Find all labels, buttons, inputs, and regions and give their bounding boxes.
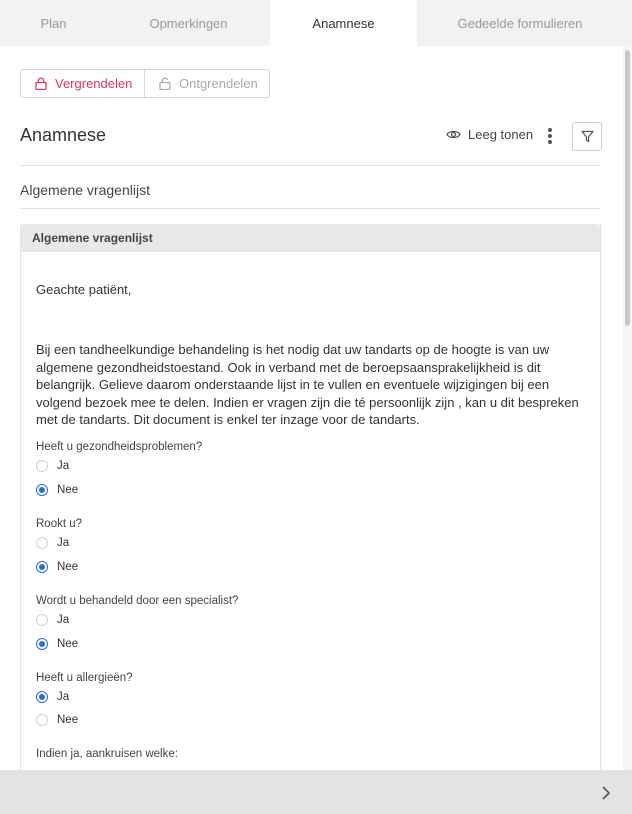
radio-label: Ja [57, 460, 70, 472]
radio-option[interactable] [36, 714, 78, 726]
divider [20, 208, 601, 209]
show-empty-toggle[interactable] [446, 127, 533, 142]
radio-option[interactable] [36, 484, 78, 496]
greeting-text: Geachte patiënt, [36, 282, 132, 297]
question-label: Heeft u gezondheidsproblemen? [36, 441, 203, 453]
radio-label: Ja [57, 537, 70, 549]
radio-button[interactable] [36, 638, 48, 650]
tab-bar [0, 0, 632, 46]
radio-button[interactable] [36, 561, 48, 573]
filter-button[interactable] [572, 122, 602, 151]
radio-label: Nee [57, 484, 79, 496]
question-label: Heeft u allergieën? [36, 672, 133, 684]
radio-label: Ja [57, 691, 70, 703]
radio-option[interactable] [36, 691, 69, 703]
question-label: Wordt u behandeld door een specialist? [36, 595, 239, 607]
question-label: Rookt u? [36, 518, 83, 530]
radio-option[interactable] [36, 460, 69, 472]
tab-opmerkingen[interactable]: Opmerkingen [149, 15, 228, 31]
radio-label: Nee [57, 638, 79, 650]
bottom-bar [0, 770, 632, 814]
radio-option[interactable] [36, 614, 69, 626]
radio-button[interactable] [36, 691, 48, 703]
divider [20, 165, 601, 166]
radio-label: Nee [57, 714, 79, 726]
tab-plan[interactable]: Plan [40, 15, 67, 31]
unlock-button[interactable] [145, 70, 269, 97]
filter-icon [581, 130, 594, 143]
tab-gedeelde-formulieren[interactable]: Gedeelde formulieren [457, 15, 583, 31]
question-label: Indien ja, aankruisen welke: [36, 748, 178, 760]
chevron-right-icon[interactable] [601, 786, 611, 800]
radio-option[interactable] [36, 561, 78, 573]
lock-icon [35, 77, 47, 90]
lock-button-label: Vergrendelen [55, 76, 133, 91]
radio-label: Ja [57, 614, 70, 626]
radio-button[interactable] [36, 484, 48, 496]
scrollbar-thumb[interactable] [625, 50, 630, 326]
questionnaire-panel [20, 224, 601, 784]
unlock-icon [159, 77, 171, 90]
radio-button[interactable] [36, 714, 48, 726]
radio-button[interactable] [36, 537, 48, 549]
scrollbar[interactable] [623, 46, 632, 770]
show-empty-label: Leeg tonen [468, 127, 534, 142]
radio-label: Nee [57, 561, 79, 573]
unlock-button-label: Ontgrendelen [179, 76, 258, 91]
panel-title: Algemene vragenlijst [21, 224, 600, 252]
section-title: Algemene vragenlijst [20, 182, 150, 198]
tab-anamnese[interactable]: Anamnese [270, 0, 417, 46]
radio-option[interactable] [36, 638, 78, 650]
more-options-icon[interactable] [543, 126, 557, 146]
radio-button[interactable] [36, 460, 48, 472]
page-title: Anamnese [20, 125, 107, 145]
intro-text: Bij een tandheelkundige behandeling is het nodig dat uw tandarts op de hoogte is van uw algemene gezondheidstoestand. Ook in verband met de beroepsaansprakelijkheid is dit belangrijk. Gelieve daarom onderstaande lijst in te vullen en eventuele wijzigingen bij een volgend bezoek mee te delen. Indien er vragen zijn die té persoonlijk zijn , kan u dit bespreken met de tandarts. Dit document is enkel ter inzage voor de tandarts. [36, 342, 579, 427]
radio-button[interactable] [36, 614, 48, 626]
eye-icon [446, 129, 461, 140]
radio-option[interactable] [36, 537, 69, 549]
lock-button[interactable] [21, 70, 145, 97]
lock-toggle-group [20, 69, 270, 98]
